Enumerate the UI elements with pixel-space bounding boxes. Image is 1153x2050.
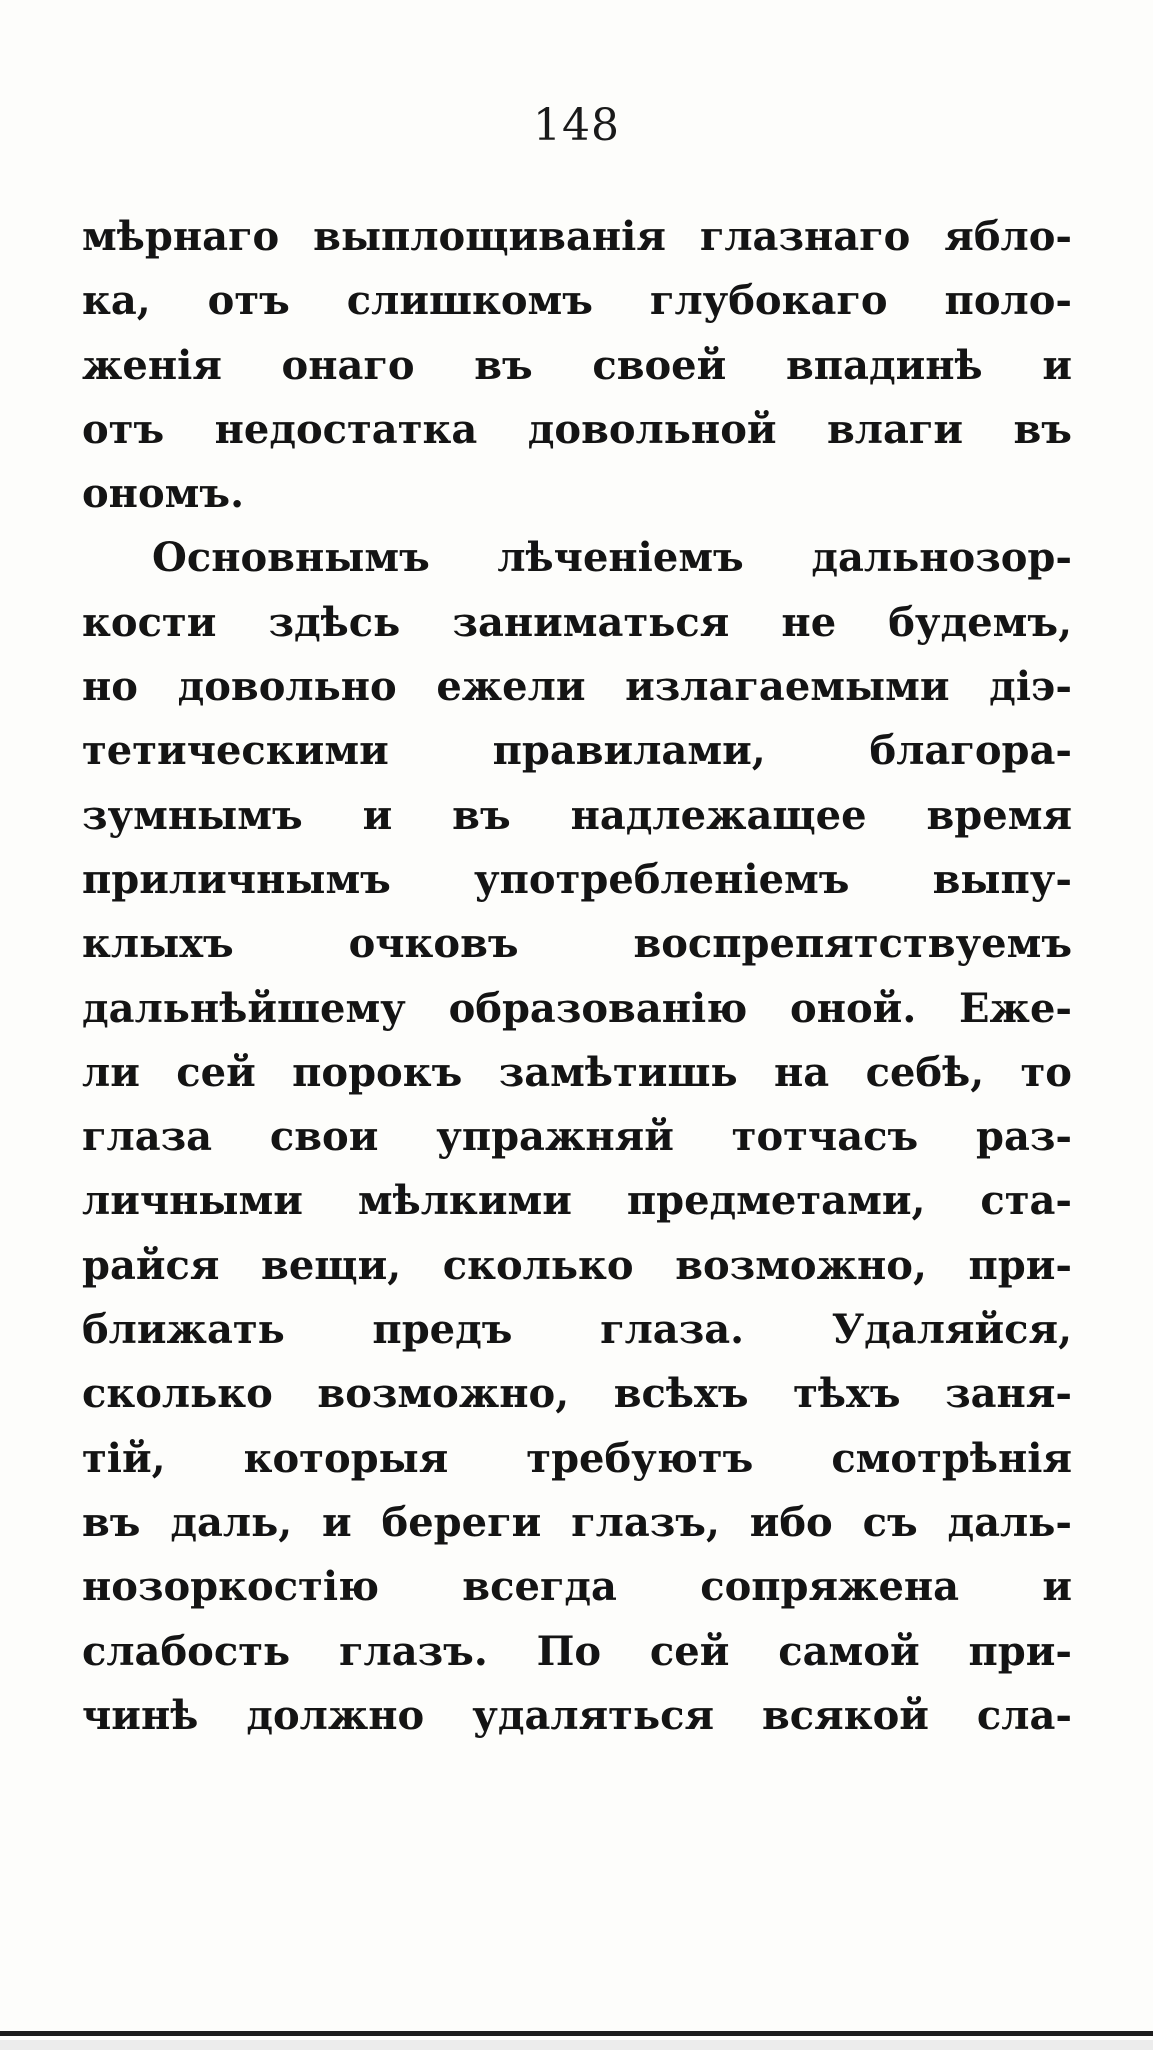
text-line: ка, отъ слишкомъ глубокаго поло-: [82, 277, 1072, 325]
text-line: тетическими правилами, благора-: [82, 727, 1072, 775]
text-line: чинѣ должно удаляться всякой сла-: [82, 1691, 1072, 1739]
text-line: клыхъ очковъ воспрепятствуемъ: [82, 920, 1072, 968]
text-line: женія онаго въ своей впадинѣ и: [82, 341, 1072, 389]
page-bottom-rule: [0, 2031, 1153, 2036]
text-line: въ даль, и береги глазъ, ибо съ даль-: [82, 1498, 1072, 1546]
text-line: ближать предъ глаза. Удаляйся,: [82, 1306, 1072, 1354]
text-line: ли сей порокъ замѣтишь на себѣ, то: [82, 1048, 1072, 1096]
text-line: приличнымъ употребленіемъ выпу-: [82, 855, 1072, 903]
text-line: дальнѣйшему образованію оной. Еже-: [82, 984, 1072, 1032]
text-line: глаза свои упражняй тотчасъ раз-: [82, 1113, 1072, 1161]
body-text: [82, 205, 1072, 1748]
text-line: зумнымъ и въ надлежащее время: [82, 791, 1072, 839]
text-line: нозоркостію всегда сопряжена и: [82, 1563, 1072, 1611]
text-line: тій, которыя требуютъ смотрѣнія: [82, 1434, 1072, 1482]
text-line: райся вещи, сколько возможно, при-: [82, 1241, 1072, 1289]
text-line: слабость глазъ. По сей самой при-: [82, 1627, 1072, 1675]
page-bottom-edge: [0, 2040, 1153, 2050]
text-line: Основнымъ лѣченіемъ дальнозор-: [152, 534, 1072, 582]
text-line: отъ недостатка довольной влаги въ: [82, 405, 1072, 453]
page-number: 148: [533, 100, 620, 151]
text-line: личными мѣлкими предметами, ста-: [82, 1177, 1072, 1225]
text-line: но довольно ежели излагаемыми діэ-: [82, 663, 1072, 711]
text-line: сколько возможно, всѣхъ тѣхъ заня-: [82, 1370, 1072, 1418]
text-line: кости здѣсь заниматься не будемъ,: [82, 598, 1072, 646]
text-line: мѣрнаго выплощиванія глазнаго ябло-: [82, 213, 1072, 260]
text-line: ономъ.: [82, 470, 244, 518]
